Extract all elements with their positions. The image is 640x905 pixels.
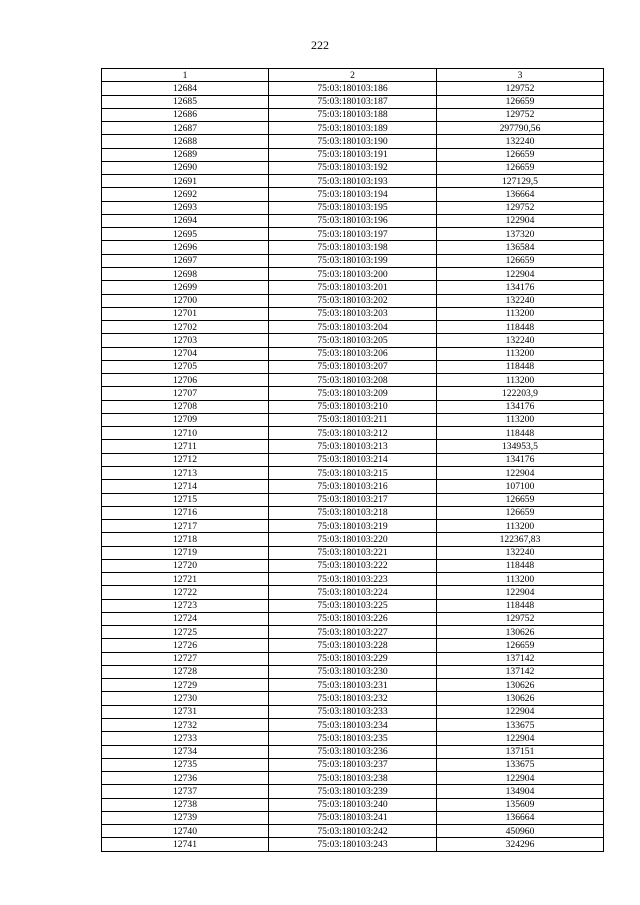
table-row: [102, 95, 604, 108]
table-row: [102, 374, 604, 387]
value-cell: 126659: [437, 95, 604, 108]
table-header: [102, 69, 604, 82]
value-cell: 113200: [437, 520, 604, 533]
table-row: [102, 506, 604, 519]
value-cell: 126659: [437, 506, 604, 519]
row-number-cell: 12740: [102, 825, 269, 838]
value-cell: 126659: [437, 148, 604, 161]
row-number-cell: 12721: [102, 573, 269, 586]
table-row: [102, 281, 604, 294]
cadastral-number-cell: 75:03:180103:203: [269, 307, 437, 320]
row-number-cell: 12706: [102, 374, 269, 387]
row-number-cell: 12705: [102, 360, 269, 373]
cadastral-number-cell: 75:03:180103:221: [269, 546, 437, 559]
value-cell: 134176: [437, 281, 604, 294]
row-number-cell: 12701: [102, 307, 269, 320]
row-number-cell: 12686: [102, 108, 269, 121]
value-cell: 126659: [437, 639, 604, 652]
table-row: [102, 811, 604, 824]
cadastral-number-cell: 75:03:180103:226: [269, 612, 437, 625]
cadastral-number-cell: 75:03:180103:214: [269, 453, 437, 466]
cadastral-number-cell: 75:03:180103:229: [269, 652, 437, 665]
row-number-cell: 12687: [102, 122, 269, 135]
cadastral-number-cell: 75:03:180103:208: [269, 374, 437, 387]
row-number-cell: 12709: [102, 413, 269, 426]
data-table: [101, 68, 604, 852]
cadastral-number-cell: 75:03:180103:239: [269, 785, 437, 798]
table-row: [102, 108, 604, 121]
row-number-cell: 12697: [102, 254, 269, 267]
table-row: [102, 772, 604, 785]
value-cell: 132240: [437, 135, 604, 148]
table-row: [102, 586, 604, 599]
table-row: [102, 626, 604, 639]
row-number-cell: 12713: [102, 466, 269, 479]
table-row: [102, 241, 604, 254]
table-row: [102, 413, 604, 426]
table-row: [102, 334, 604, 347]
value-cell: 113200: [437, 413, 604, 426]
cadastral-number-cell: 75:03:180103:187: [269, 95, 437, 108]
value-cell: 450960: [437, 825, 604, 838]
value-cell: 136584: [437, 241, 604, 254]
row-number-cell: 12688: [102, 135, 269, 148]
table-row: [102, 559, 604, 572]
cadastral-number-cell: 75:03:180103:190: [269, 135, 437, 148]
table-row: [102, 573, 604, 586]
cadastral-number-cell: 75:03:180103:231: [269, 679, 437, 692]
value-cell: 137142: [437, 652, 604, 665]
cadastral-number-cell: 75:03:180103:192: [269, 161, 437, 174]
table-row: [102, 188, 604, 201]
row-number-cell: 12722: [102, 586, 269, 599]
row-number-cell: 12718: [102, 533, 269, 546]
cadastral-number-cell: 75:03:180103:213: [269, 440, 437, 453]
value-cell: 133675: [437, 758, 604, 771]
value-cell: 122904: [437, 705, 604, 718]
cadastral-number-cell: 75:03:180103:201: [269, 281, 437, 294]
table-row: [102, 480, 604, 493]
value-cell: 122904: [437, 586, 604, 599]
cadastral-number-cell: 75:03:180103:202: [269, 294, 437, 307]
value-cell: 129752: [437, 82, 604, 95]
cadastral-number-cell: 75:03:180103:216: [269, 480, 437, 493]
cadastral-number-cell: 75:03:180103:198: [269, 241, 437, 254]
table-body: [102, 82, 604, 851]
table-row: [102, 719, 604, 732]
row-number-cell: 12690: [102, 161, 269, 174]
cadastral-number-cell: 75:03:180103:200: [269, 267, 437, 280]
table-row: [102, 546, 604, 559]
row-number-cell: 12717: [102, 520, 269, 533]
row-number-cell: 12733: [102, 732, 269, 745]
cadastral-number-cell: 75:03:180103:210: [269, 400, 437, 413]
row-number-cell: 12698: [102, 267, 269, 280]
cadastral-number-cell: 75:03:180103:196: [269, 214, 437, 227]
table-row: [102, 228, 604, 241]
table-row: [102, 254, 604, 267]
cadastral-number-cell: 75:03:180103:223: [269, 573, 437, 586]
table-row: [102, 652, 604, 665]
cadastral-number-cell: 75:03:180103:219: [269, 520, 437, 533]
cadastral-number-cell: 75:03:180103:205: [269, 334, 437, 347]
value-cell: 118448: [437, 559, 604, 572]
table-row: [102, 825, 604, 838]
value-cell: 134176: [437, 453, 604, 466]
cadastral-number-cell: 75:03:180103:199: [269, 254, 437, 267]
cadastral-number-cell: 75:03:180103:195: [269, 201, 437, 214]
value-cell: 135609: [437, 798, 604, 811]
value-cell: 324296: [437, 838, 604, 851]
value-cell: 130626: [437, 679, 604, 692]
table-row: [102, 347, 604, 360]
cadastral-number-cell: 75:03:180103:215: [269, 466, 437, 479]
table-row: [102, 294, 604, 307]
row-number-cell: 12731: [102, 705, 269, 718]
value-cell: 113200: [437, 347, 604, 360]
row-number-cell: 12692: [102, 188, 269, 201]
row-number-cell: 12728: [102, 665, 269, 678]
cadastral-number-cell: 75:03:180103:227: [269, 626, 437, 639]
cadastral-number-cell: 75:03:180103:218: [269, 506, 437, 519]
value-cell: 126659: [437, 161, 604, 174]
cadastral-number-cell: 75:03:180103:207: [269, 360, 437, 373]
table-row: [102, 785, 604, 798]
table-row: [102, 838, 604, 851]
row-number-cell: 12707: [102, 387, 269, 400]
table-row: [102, 745, 604, 758]
row-number-cell: 12736: [102, 772, 269, 785]
value-cell: 113200: [437, 307, 604, 320]
table-row: [102, 692, 604, 705]
cadastral-number-cell: 75:03:180103:237: [269, 758, 437, 771]
value-cell: 137142: [437, 665, 604, 678]
cadastral-number-cell: 75:03:180103:212: [269, 427, 437, 440]
table-row: [102, 148, 604, 161]
cadastral-number-cell: 75:03:180103:224: [269, 586, 437, 599]
cadastral-number-cell: 75:03:180103:220: [269, 533, 437, 546]
cadastral-number-cell: 75:03:180103:191: [269, 148, 437, 161]
value-cell: 136664: [437, 811, 604, 824]
row-number-cell: 12738: [102, 798, 269, 811]
row-number-cell: 12714: [102, 480, 269, 493]
value-cell: 113200: [437, 573, 604, 586]
cadastral-number-cell: 75:03:180103:243: [269, 838, 437, 851]
row-number-cell: 12730: [102, 692, 269, 705]
page-number: 222: [311, 38, 329, 52]
cadastral-number-cell: 75:03:180103:228: [269, 639, 437, 652]
value-cell: 132240: [437, 294, 604, 307]
value-cell: 130626: [437, 692, 604, 705]
row-number-cell: 12725: [102, 626, 269, 639]
row-number-cell: 12712: [102, 453, 269, 466]
row-number-cell: 12702: [102, 321, 269, 334]
row-number-cell: 12723: [102, 599, 269, 612]
value-cell: 122904: [437, 267, 604, 280]
table-row: [102, 599, 604, 612]
table-row: [102, 387, 604, 400]
row-number-cell: 12696: [102, 241, 269, 254]
row-number-cell: 12734: [102, 745, 269, 758]
row-number-cell: 12684: [102, 82, 269, 95]
cadastral-number-cell: 75:03:180103:209: [269, 387, 437, 400]
row-number-cell: 12735: [102, 758, 269, 771]
row-number-cell: 12732: [102, 719, 269, 732]
table-row: [102, 175, 604, 188]
row-number-cell: 12695: [102, 228, 269, 241]
value-cell: 126659: [437, 254, 604, 267]
value-cell: 134904: [437, 785, 604, 798]
table-row: [102, 135, 604, 148]
value-cell: 130626: [437, 626, 604, 639]
table-row: [102, 201, 604, 214]
table-row: [102, 214, 604, 227]
cadastral-number-cell: 75:03:180103:193: [269, 175, 437, 188]
cadastral-number-cell: 75:03:180103:194: [269, 188, 437, 201]
table-row: [102, 440, 604, 453]
row-number-cell: 12710: [102, 427, 269, 440]
cadastral-number-cell: 75:03:180103:230: [269, 665, 437, 678]
row-number-cell: 12691: [102, 175, 269, 188]
table-row: [102, 427, 604, 440]
row-number-cell: 12704: [102, 347, 269, 360]
value-cell: 132240: [437, 334, 604, 347]
table-row: [102, 520, 604, 533]
table-row: [102, 267, 604, 280]
table-row: [102, 82, 604, 95]
cadastral-number-cell: 75:03:180103:197: [269, 228, 437, 241]
row-number-cell: 12729: [102, 679, 269, 692]
cadastral-number-cell: 75:03:180103:234: [269, 719, 437, 732]
value-cell: 136664: [437, 188, 604, 201]
row-number-cell: 12700: [102, 294, 269, 307]
cadastral-number-cell: 75:03:180103:186: [269, 82, 437, 95]
row-number-cell: 12699: [102, 281, 269, 294]
value-cell: 122203,9: [437, 387, 604, 400]
row-number-cell: 12719: [102, 546, 269, 559]
value-cell: 126659: [437, 493, 604, 506]
value-cell: 129752: [437, 201, 604, 214]
value-cell: 127129,5: [437, 175, 604, 188]
value-cell: 137151: [437, 745, 604, 758]
cadastral-number-cell: 75:03:180103:225: [269, 599, 437, 612]
column-header-3: 3: [437, 69, 604, 82]
value-cell: 129752: [437, 612, 604, 625]
row-number-cell: 12724: [102, 612, 269, 625]
value-cell: 122367,83: [437, 533, 604, 546]
table-row: [102, 321, 604, 334]
table-row: [102, 122, 604, 135]
cadastral-number-cell: 75:03:180103:233: [269, 705, 437, 718]
cadastral-number-cell: 75:03:180103:241: [269, 811, 437, 824]
table-row: [102, 705, 604, 718]
value-cell: 118448: [437, 427, 604, 440]
row-number-cell: 12711: [102, 440, 269, 453]
row-number-cell: 12694: [102, 214, 269, 227]
value-cell: 133675: [437, 719, 604, 732]
row-number-cell: 12726: [102, 639, 269, 652]
value-cell: 122904: [437, 732, 604, 745]
value-cell: 132240: [437, 546, 604, 559]
table-row: [102, 493, 604, 506]
table-row: [102, 679, 604, 692]
row-number-cell: 12727: [102, 652, 269, 665]
cadastral-number-cell: 75:03:180103:236: [269, 745, 437, 758]
value-cell: 122904: [437, 466, 604, 479]
row-number-cell: 12685: [102, 95, 269, 108]
table-row: [102, 360, 604, 373]
row-number-cell: 12720: [102, 559, 269, 572]
table-row: [102, 758, 604, 771]
table-row: [102, 639, 604, 652]
cadastral-number-cell: 75:03:180103:232: [269, 692, 437, 705]
cadastral-number-cell: 75:03:180103:188: [269, 108, 437, 121]
value-cell: 118448: [437, 360, 604, 373]
cadastral-number-cell: 75:03:180103:211: [269, 413, 437, 426]
cadastral-number-cell: 75:03:180103:240: [269, 798, 437, 811]
cadastral-number-cell: 75:03:180103:217: [269, 493, 437, 506]
table-row: [102, 665, 604, 678]
value-cell: 118448: [437, 321, 604, 334]
table-row: [102, 612, 604, 625]
row-number-cell: 12689: [102, 148, 269, 161]
cadastral-number-cell: 75:03:180103:235: [269, 732, 437, 745]
value-cell: 107100: [437, 480, 604, 493]
table-row: [102, 453, 604, 466]
value-cell: 297790,56: [437, 122, 604, 135]
table-row: [102, 533, 604, 546]
row-number-cell: 12693: [102, 201, 269, 214]
value-cell: 134176: [437, 400, 604, 413]
value-cell: 122904: [437, 214, 604, 227]
row-number-cell: 12741: [102, 838, 269, 851]
column-header-1: 1: [102, 69, 269, 82]
row-number-cell: 12739: [102, 811, 269, 824]
table-row: [102, 307, 604, 320]
value-cell: 129752: [437, 108, 604, 121]
row-number-cell: 12716: [102, 506, 269, 519]
row-number-cell: 12703: [102, 334, 269, 347]
row-number-cell: 12715: [102, 493, 269, 506]
cadastral-number-cell: 75:03:180103:204: [269, 321, 437, 334]
row-number-cell: 12737: [102, 785, 269, 798]
cadastral-number-cell: 75:03:180103:238: [269, 772, 437, 785]
cadastral-number-cell: 75:03:180103:222: [269, 559, 437, 572]
value-cell: 134953,5: [437, 440, 604, 453]
cadastral-number-cell: 75:03:180103:242: [269, 825, 437, 838]
cadastral-number-cell: 75:03:180103:206: [269, 347, 437, 360]
value-cell: 137320: [437, 228, 604, 241]
table-row: [102, 798, 604, 811]
value-cell: 118448: [437, 599, 604, 612]
table-row: [102, 400, 604, 413]
header-row: [102, 69, 604, 82]
column-header-2: 2: [269, 69, 437, 82]
value-cell: 122904: [437, 772, 604, 785]
value-cell: 113200: [437, 374, 604, 387]
cadastral-number-cell: 75:03:180103:189: [269, 122, 437, 135]
row-number-cell: 12708: [102, 400, 269, 413]
table-row: [102, 466, 604, 479]
table-row: [102, 732, 604, 745]
table-row: [102, 161, 604, 174]
